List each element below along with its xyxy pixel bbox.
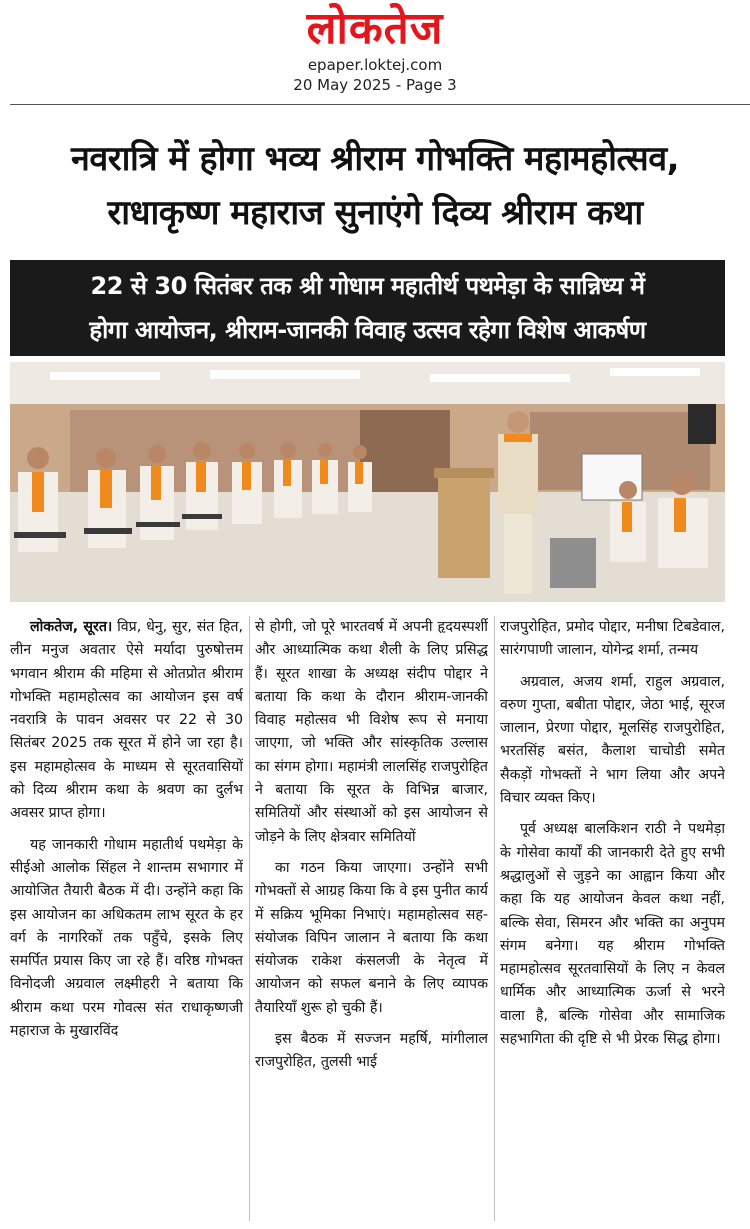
- article-paragraph: का गठन किया जाएगा। उन्होंने सभी गोभक्तों से आग्रह किया कि वे इस पुनीत कार्य में सक्रिय भूमिका निभाएं। महामहोत्सव सह-संयोजक विपिन जालान ने बताया कि कथा संयोजक राकेश कंसलजी के नेतृत्व में आयोजन को सफल बनाने के लिए व्यापक तैयारियाँ शुरू हो चुकी हैं।: [255, 859, 488, 1016]
- article-paragraph: से होगी, जो पूरे भारतवर्ष में अपनी हृदयस्पर्शी और आध्यात्मिक कथा शैली के लिए प्रसिद्ध हैं। सूरत शाखा के अध्यक्ष संदीप पोद्दार ने बताया कि कथा के दौरान श्रीराम-जानकी विवाह महोत्सव भी विशेष रूप से मनाया जाएगा, जो भक्ति और सांस्कृतिक उल्लास का संगम होगा। महामंत्री लालसिंह राजपुरोहित ने बताया कि सूरत के विभिन्न बाजार, समितियों और संस्थाओं को इस आयोजन से जोड़ने के लिए क्षेत्रवार समितियों: [255, 619, 488, 845]
- article-column-3: [500, 616, 725, 1221]
- article-paragraph: राजपुरोहित, प्रमोद पोद्दार, मनीषा टिबडेवाल, सारंगपाणी जालान, योगेन्द्र शर्मा, तन्मय: [500, 619, 725, 659]
- date-page-label: 20 May 2025 - Page 3: [293, 76, 457, 94]
- article-paragraph: इस बैठक में सज्जन महर्षि, मांगीलाल राजपुरोहित, तुलसी भाई: [255, 1031, 488, 1071]
- article-paragraph: [10, 616, 243, 826]
- article-body: [10, 616, 725, 1221]
- event-photo: [10, 362, 725, 602]
- newspaper-logo: लोकतेज: [306, 3, 444, 54]
- headline: [0, 132, 750, 240]
- paragraph-text: विप्र, धेनु, सुर, संत हित, लीन मनुज अवतार ऐसे मर्यादा पुरुषोत्तम भगवान श्रीराम की महिमा से ओतप्रोत श्रीराम गोभक्ति महामहोत्सव का आयोजन इस वर्ष नवरात्रि के पावन अवसर पर 22 से 30 सितंबर 2025 तक सूरत में होने जा रहा है। इस महामहोत्सव के माध्यम से सूरतवासियों को दिव्य श्रीराम कथा के श्रवण का दुर्लभ अवसर प्राप्त होगा।: [10, 619, 243, 822]
- article-column-2: [255, 616, 488, 1221]
- article-column-1: [10, 616, 243, 1221]
- article-paragraph: यह जानकारी गोधाम महातीर्थ पथमेड़ा के सीईओ आलोक सिंहल ने शान्तम सभागार में आयोजित तैयारी बैठक में दी। उन्होंने कहा कि इस आयोजन का अधिकतम लाभ सूरत के हर वर्ग के नागरिकों तक पहुँचे, इसके लिए समर्पित प्रयास किए जा रहे हैं। वरिष्ठ गोभक्त विनोदजी अग्रवाल लक्ष्मीहरी ने बताया कि श्रीराम कथा परम गोवत्स संत राधाकृष्णजी महाराज के मुखारविंद: [10, 836, 243, 1040]
- article-paragraph: पूर्व अध्यक्ष बालकिशन राठी ने पथमेड़ा के गोसेवा कार्यों की जानकारी देते हुए सभी श्रद्धालुओं से जुड़ने का आह्वान किया और कहा कि यह आयोजन केवल कथा नहीं, बल्कि सेवा, सिमरन और भक्ति का अनुपम संगम बनेगा। यह श्रीराम गोभक्ति महामहोत्सव सूरतवासियों के लिए न केवल धार्मिक और आध्यात्मिक ऊर्जा से भरने वाला है, बल्कि गोसेवा और सामाजिक सहभागिता की दृष्टि से भी प्रेरक सिद्ध होगा।: [500, 821, 725, 1048]
- subheadline-line-2: होगा आयोजन, श्रीराम-जानकी विवाह उत्सव रहेगा विशेष आकर्षण: [89, 316, 646, 344]
- site-url[interactable]: epaper.loktej.com: [307, 56, 443, 74]
- dateline: लोकतेज, सूरत।: [30, 619, 113, 635]
- subheadline-box: [10, 260, 725, 356]
- masthead: [0, 0, 750, 104]
- masthead-divider: [10, 104, 750, 105]
- subheadline-line-1: 22 से 30 सितंबर तक श्री गोधाम महातीर्थ पथमेड़ा के सान्निध्य में: [90, 272, 645, 300]
- article-paragraph: अग्रवाल, अजय शर्मा, राहुल अग्रवाल, वरुण गुप्ता, बबीता पोद्दार, जेठा भाई, सूरज जालान, प्रेरणा पोद्दार, मूलसिंह राजपुरोहित, भरतसिंह बसंत, कैलाश चाचोडी समेत सैकड़ों गोभक्तों ने भाग लिया और अपने विचार व्यक्त किए।: [500, 673, 725, 807]
- headline-line-1: नवरात्रि में होगा भव्य श्रीराम गोभक्ति महामहोत्सव,: [70, 139, 680, 179]
- headline-line-2: राधाकृष्ण महाराज सुनाएंगे दिव्य श्रीराम कथा: [107, 193, 643, 233]
